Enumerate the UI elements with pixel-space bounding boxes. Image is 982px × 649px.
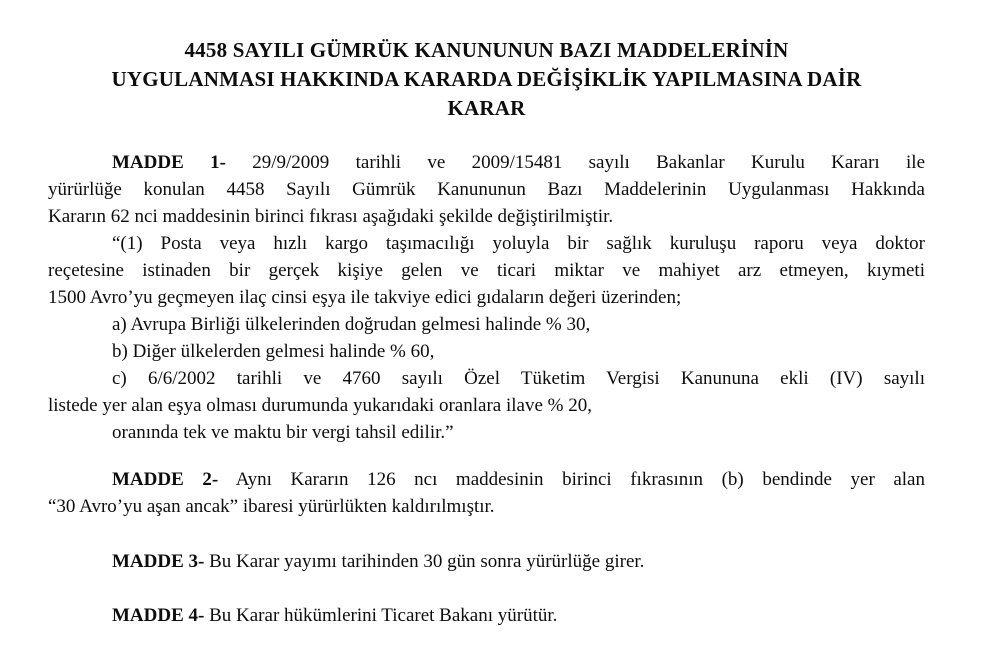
article-1-line-3: Kararın 62 nci maddesinin birinci fıkrası aşağıdaki şekilde değiştirilmiştir. [48, 206, 614, 227]
article-2-text-1: Aynı Kararın 126 ncı maddesinin birinci fıkrasının (b) bendinde yer alan [235, 469, 925, 490]
subsection-1-line-1: “(1) Posta veya hızlı kargo taşımacılığı yoluyla bir sağlık kuruluşu raporu veya doktor [112, 233, 925, 254]
article-4-line [48, 602, 925, 629]
subsection-1-line-3: 1500 Avro’yu geçmeyen ilaç cinsi eşya ile takviye edici gıdaların değeri üzerinden; [48, 287, 682, 308]
subsection-1-line-2: reçetesine istinaden bir gerçek kişiye gelen ve ticari miktar ve mahiyet arz etmeyen, kıymeti [48, 260, 925, 281]
item-c-line-2: listede yer alan eşya olması durumunda yukarıdaki oranlara ilave % 20, [48, 395, 592, 416]
article-2-line-2: “30 Avro’yu aşan ancak” ibaresi yürürlükten kaldırılmıştır. [48, 496, 495, 517]
article-3-text: Bu Karar yayımı tarihinden 30 gün sonra yürürlüğe girer. [209, 551, 645, 572]
title-line-1: 4458 SAYILI GÜMRÜK KANUNUNUN BAZI MADDELERİNİN [184, 38, 789, 62]
document-title [48, 36, 925, 123]
article-2-line-1 [48, 466, 925, 493]
article-3-label: MADDE 3- [112, 551, 205, 572]
article-2-label: MADDE 2- [112, 469, 219, 490]
article-4-label: MADDE 4- [112, 605, 205, 626]
item-b-line: b) Diğer ülkelerden gelmesi halinde % 60, [112, 341, 435, 362]
item-c-line-1: c) 6/6/2002 tarihli ve 4760 sayılı Özel Tüketim Vergisi Kanununa ekli (IV) sayılı [112, 368, 925, 389]
article-1-text-1: 29/9/2009 tarihli ve 2009/15481 sayılı Bakanlar Kurulu Kararı ile [252, 152, 926, 173]
article-1-label: MADDE 1- [112, 152, 226, 173]
title-line-2: UYGULANMASI HAKKINDA KARARDA DEĞİŞİKLİK YAPILMASINA DAİR [111, 67, 862, 91]
article-1-line-2: yürürlüğe konulan 4458 Sayılı Gümrük Kanununun Bazı Maddelerinin Uygulanması Hakkında [48, 179, 925, 200]
closing-clause-line: oranında tek ve maktu bir vergi tahsil edilir.” [112, 422, 454, 443]
item-a-line: a) Avrupa Birliği ülkelerinden doğrudan gelmesi halinde % 30, [112, 314, 591, 335]
document-body [48, 149, 925, 629]
article-3-line [48, 548, 925, 575]
title-line-3: KARAR [447, 96, 526, 120]
article-1-line-1 [48, 149, 925, 176]
article-4-text: Bu Karar hükümlerini Ticaret Bakanı yürütür. [209, 605, 558, 626]
